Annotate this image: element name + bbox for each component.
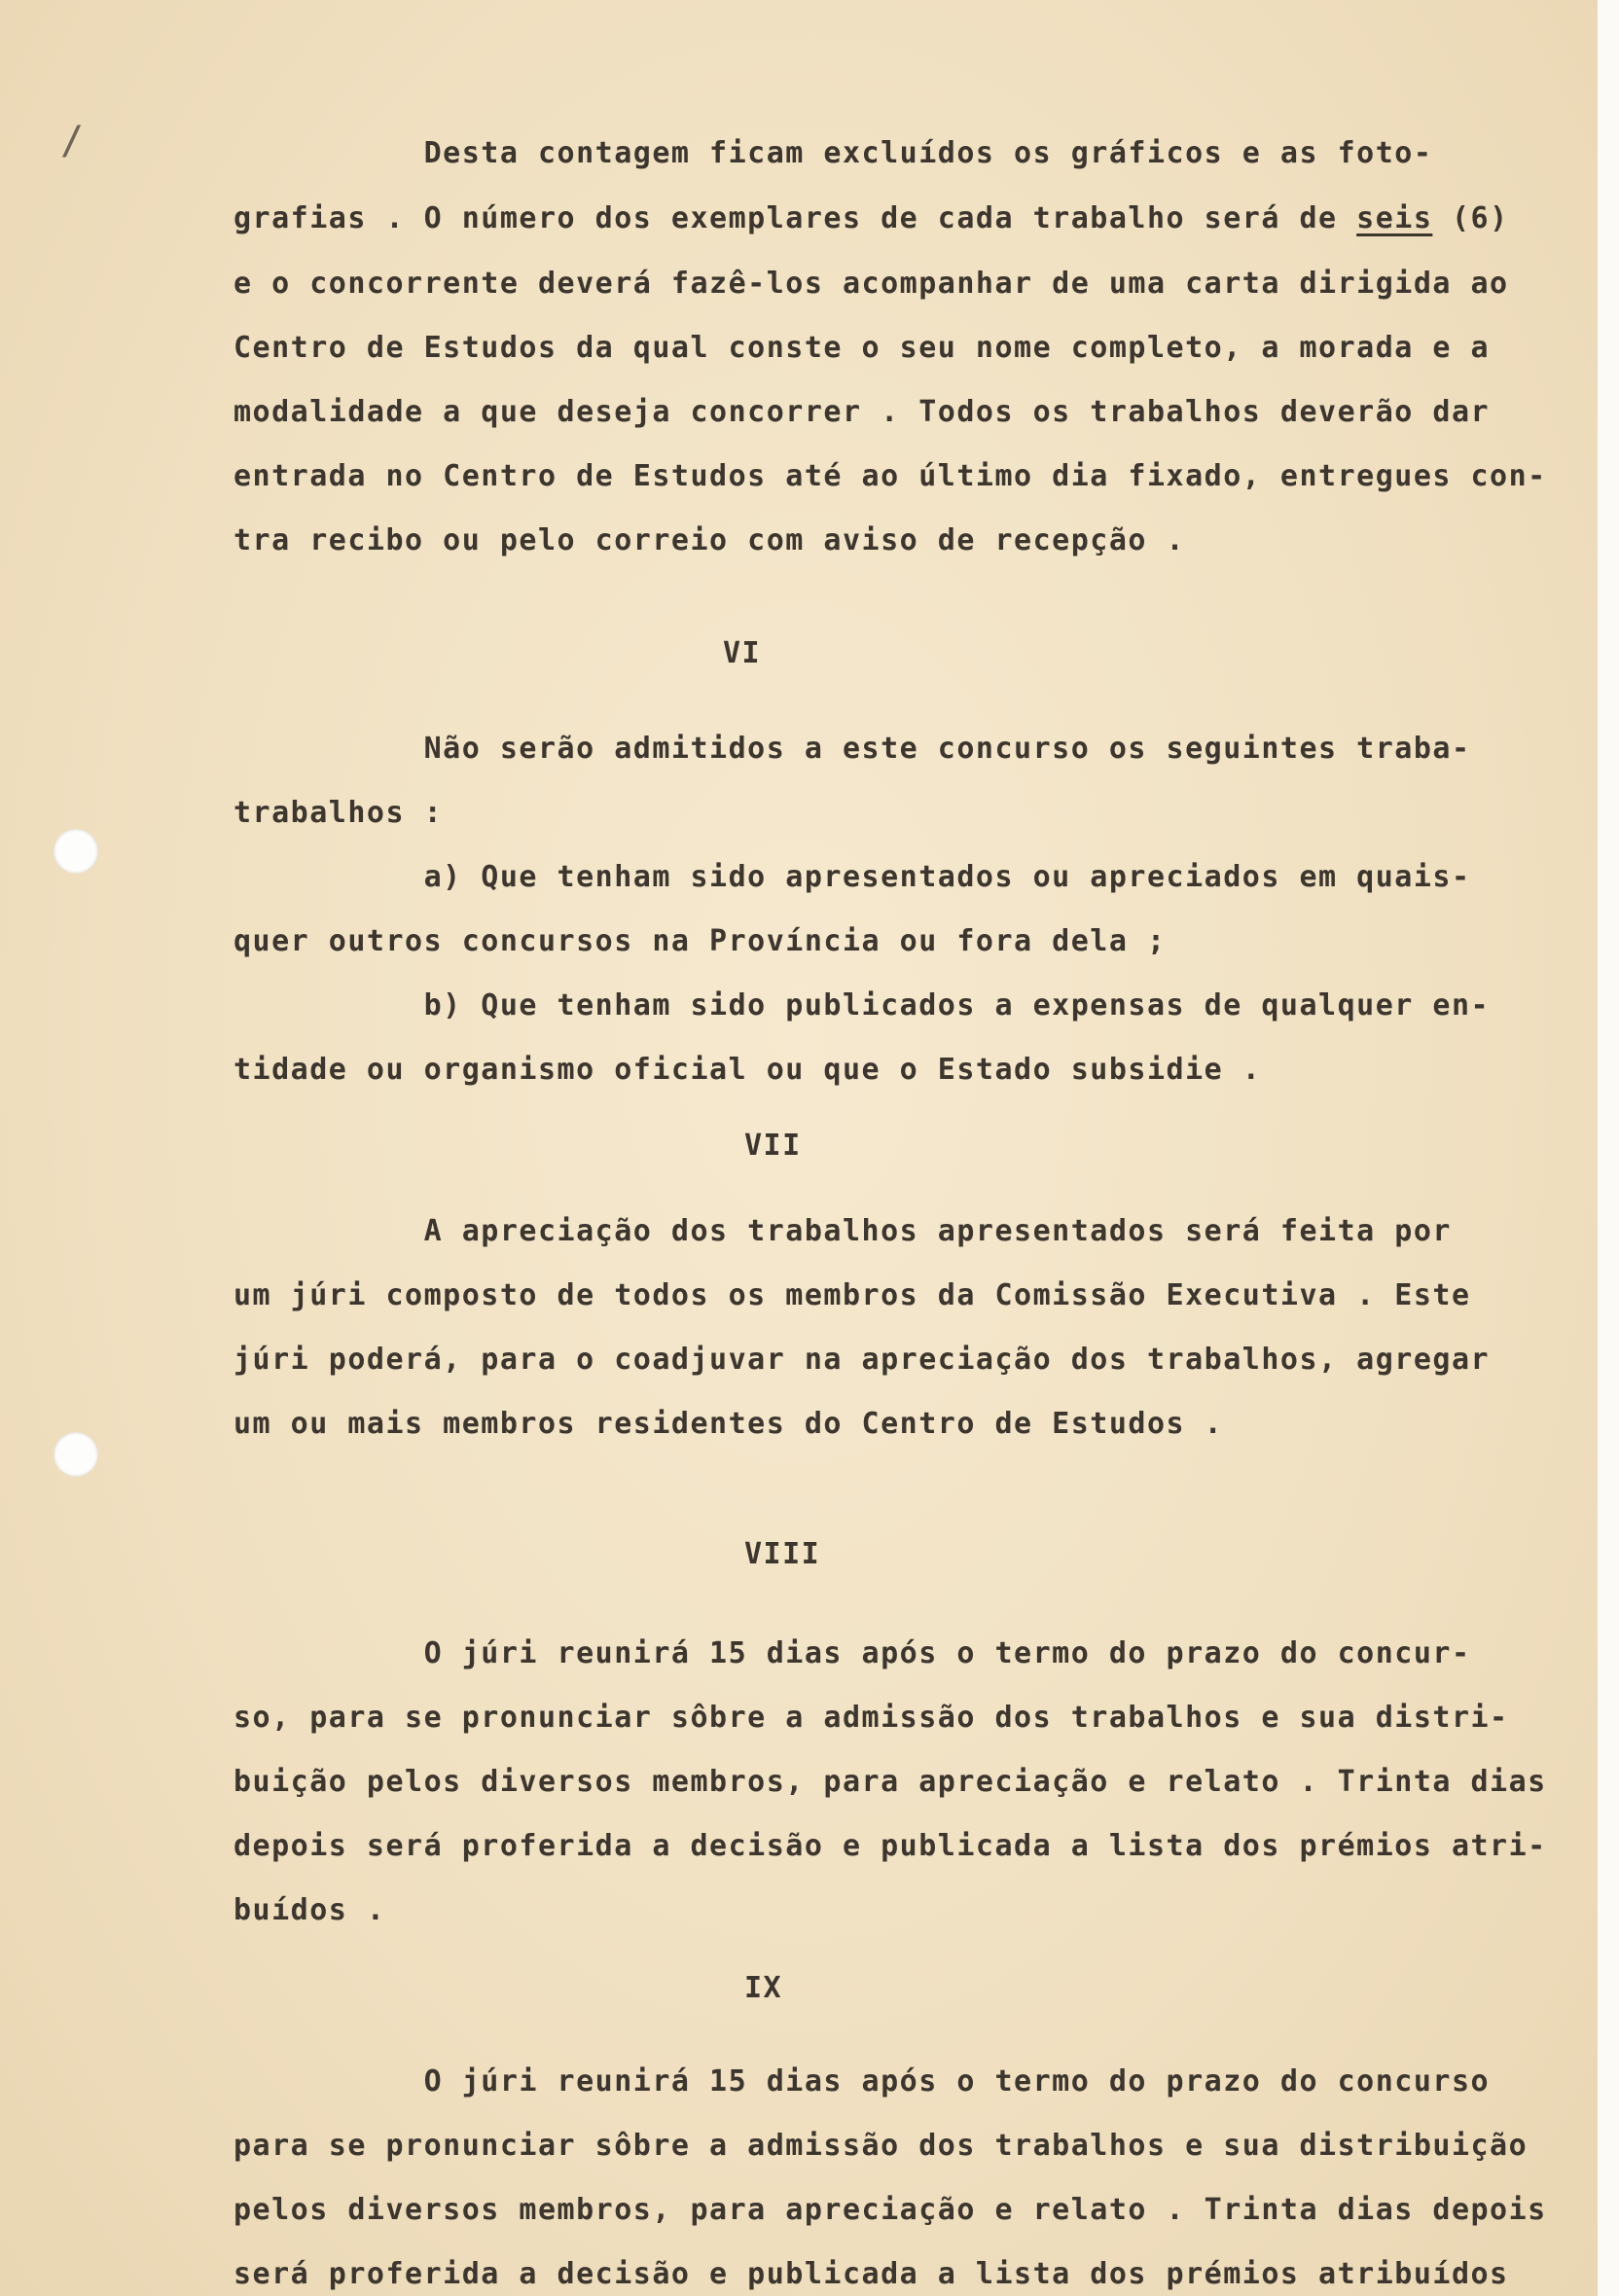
text-line: buição pelos diversos membros, para apreciação e relato . Trinta dias (234, 1765, 1547, 1799)
text-line: um júri composto de todos os membros da Comissão Executiva . Este (234, 1278, 1471, 1312)
text-line: Não serão admitidos a este concurso os seguintes traba- (234, 732, 1471, 766)
text-line: Desta contagem ficam excluídos os gráficos e as foto- (234, 136, 1433, 170)
text-line: pelos diversos membros, para apreciação e relato . Trinta dias depois (234, 2193, 1547, 2227)
text-line: trabalhos : (234, 796, 444, 830)
text-line (234, 201, 1509, 235)
text-line: um ou mais membros residentes do Centro de Estudos . (234, 1407, 1224, 1441)
text-line: tra recibo ou pelo correio com aviso de recepção . (234, 523, 1186, 557)
text-line: depois será proferida a decisão e publicada a lista dos prémios atri- (234, 1829, 1547, 1863)
text-line: tidade ou organismo oficial ou que o Estado subsidie . (234, 1053, 1262, 1087)
text-line: modalidade a que deseja concorrer . Todos os trabalhos deverão dar (234, 395, 1491, 429)
text-line-part: grafias . O número dos exemplares de cada trabalho será de (234, 201, 1357, 235)
text-line: b) Que tenham sido publicados a expensas de qualquer en- (234, 988, 1491, 1022)
text-line: quer outros concursos na Província ou fora dela ; (234, 924, 1167, 958)
text-line: júri poderá, para o coadjuvar na apreciação dos trabalhos, agregar (234, 1343, 1491, 1377)
pencil-mark: / (60, 119, 85, 163)
punch-hole-upper (54, 829, 98, 874)
text-line: Centro de Estudos da qual conste o seu nome completo, a morada e a (234, 331, 1491, 365)
text-line: para se pronunciar sôbre a admissão dos trabalhos e sua distribuição (234, 2129, 1529, 2163)
text-line: O júri reunirá 15 dias após o termo do prazo do concur- (234, 1636, 1471, 1670)
text-line: A apreciação dos trabalhos apresentados será feita por (234, 1214, 1452, 1248)
text-line: a) Que tenham sido apresentados ou apreciados em quais- (234, 860, 1471, 894)
punch-hole-lower (54, 1432, 98, 1477)
text-line: buídos . (234, 1893, 386, 1927)
section-heading-vii: VII (744, 1129, 802, 1163)
text-line: entrada no Centro de Estudos até ao último dia fixado, entregues con- (234, 459, 1547, 493)
text-line: será proferida a decisão e publicada a lista dos prémios atribuídos (234, 2257, 1509, 2291)
text-line-part: (6) (1432, 201, 1509, 235)
section-heading-viii: VIII (744, 1537, 821, 1571)
text-line: so, para se pronunciar sôbre a admissão dos trabalhos e sua distri- (234, 1701, 1509, 1735)
section-heading-vi: VI (723, 636, 762, 670)
text-line: e o concorrente deverá fazê-los acompanhar de uma carta dirigida ao (234, 267, 1509, 301)
text-line: O júri reunirá 15 dias após o termo do prazo do concurso (234, 2064, 1491, 2099)
underlined-word: seis (1356, 201, 1433, 235)
section-heading-ix: IX (744, 1971, 783, 2005)
scan-margin (1598, 0, 1619, 2296)
